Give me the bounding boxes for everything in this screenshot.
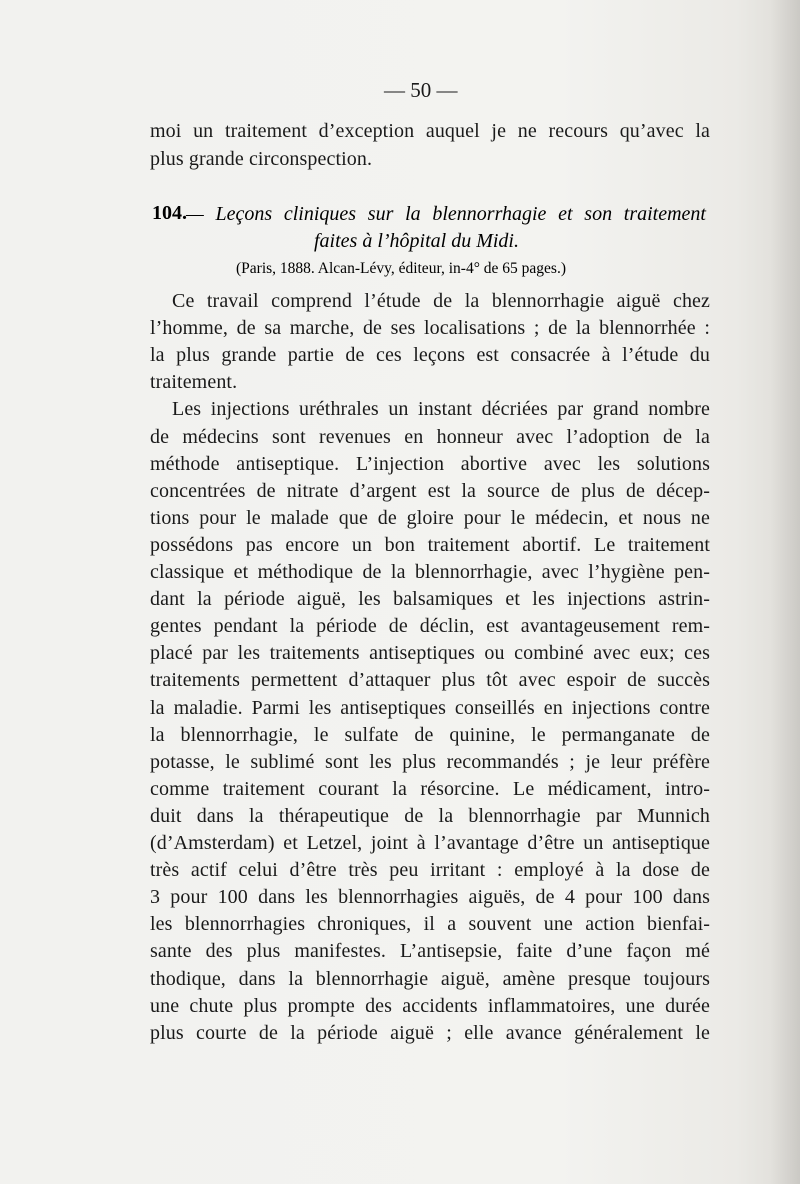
text-line: dant la période aiguë, les balsamiques et les injections astrin- [150,588,710,611]
text-line: traitements permettent d’attaquer plus tôt avec espoir de succès [150,669,710,692]
text-line: concentrées de nitrate d’argent est la source de plus de décep- [150,479,710,502]
text-line: traitement. [150,371,238,394]
text-line: (d’Amsterdam) et Letzel, joint à l’avantage d’être un antiseptique [150,832,710,854]
text-line: la blennorrhagie, le sulfate de quinine, le permanganate de [150,723,710,746]
text-line: tions pour le malade que de gloire pour le médecin, et nous ne [150,506,710,529]
text-line: thodique, dans la blennorrhagie aiguë, amène presque toujours [150,967,710,990]
text-line: Ce travail comprend l’étude de la blennorrhagie aiguë chez [172,290,710,312]
text-line: placé par les traitements antiseptiques ou combiné avec eux; ces [150,642,710,665]
text-line: moi un traitement d’exception auquel je ne recours qu’avec la [150,120,710,142]
text-line: une chute plus prompte des accidents inflammatoires, une durée [150,994,710,1017]
text-line: de médecins sont revenues en honneur avec l’adoption de la [150,425,710,448]
entry-citation: (Paris, 1888. Alcan-Lévy, éditeur, in-4° de 65 pages.) [236,260,566,277]
text-line: gentes pendant la période de déclin, est avantageusement rem- [150,615,710,638]
text-line: Les injections uréthrales un instant décriées par grand nombre [172,398,710,421]
text-line: classique et méthodique de la blennorrhagie, avec l’hygiène pen- [150,561,710,583]
text-line: méthode antiseptique. L’injection abortive avec les solutions [150,452,710,475]
text-line: très actif celui d’être très peu irritant : employé à la dose de [150,859,710,882]
page-number: — 50 — [384,78,458,102]
text-line: l’homme, de sa marche, de ses localisations ; de la blennorrhée : [150,317,710,340]
text-line: 3 pour 100 dans les blennorrhagies aiguës, de 4 pour 100 dans [150,886,710,909]
entry-title-continued: faites à l’hôpital du Midi. [314,230,519,252]
entry-number: 104. [152,202,187,224]
text-line: possédons pas encore un bon traitement abortif. Le traitement [150,533,710,556]
text-line: potasse, le sublimé sont les plus recommandés ; je leur préfère [150,750,710,773]
text-line: plus courte de la période aiguë ; elle avance généralement le [150,1021,710,1044]
text-line: la plus grande partie de ces leçons est consacrée à l’étude du [150,344,710,367]
text-line: la maladie. Parmi les antiseptiques conseillés en injections contre [150,696,710,719]
text-line: duit dans la thérapeutique de la blennorrhagie par Munnich [150,804,710,827]
text-line: sante des plus manifestes. L’antisepsie, faite d’une façon mé [150,940,710,963]
entry-title: — Leçons cliniques sur la blennorrhagie et son traitement [186,203,706,225]
text-line: les blennorrhagies chroniques, il a souvent une action bienfai- [150,913,710,936]
page-edge-shadow [770,0,800,1184]
text-line: plus grande circonspection. [150,148,373,170]
text-line: comme traitement courant la résorcine. Le médicament, intro- [150,777,710,800]
